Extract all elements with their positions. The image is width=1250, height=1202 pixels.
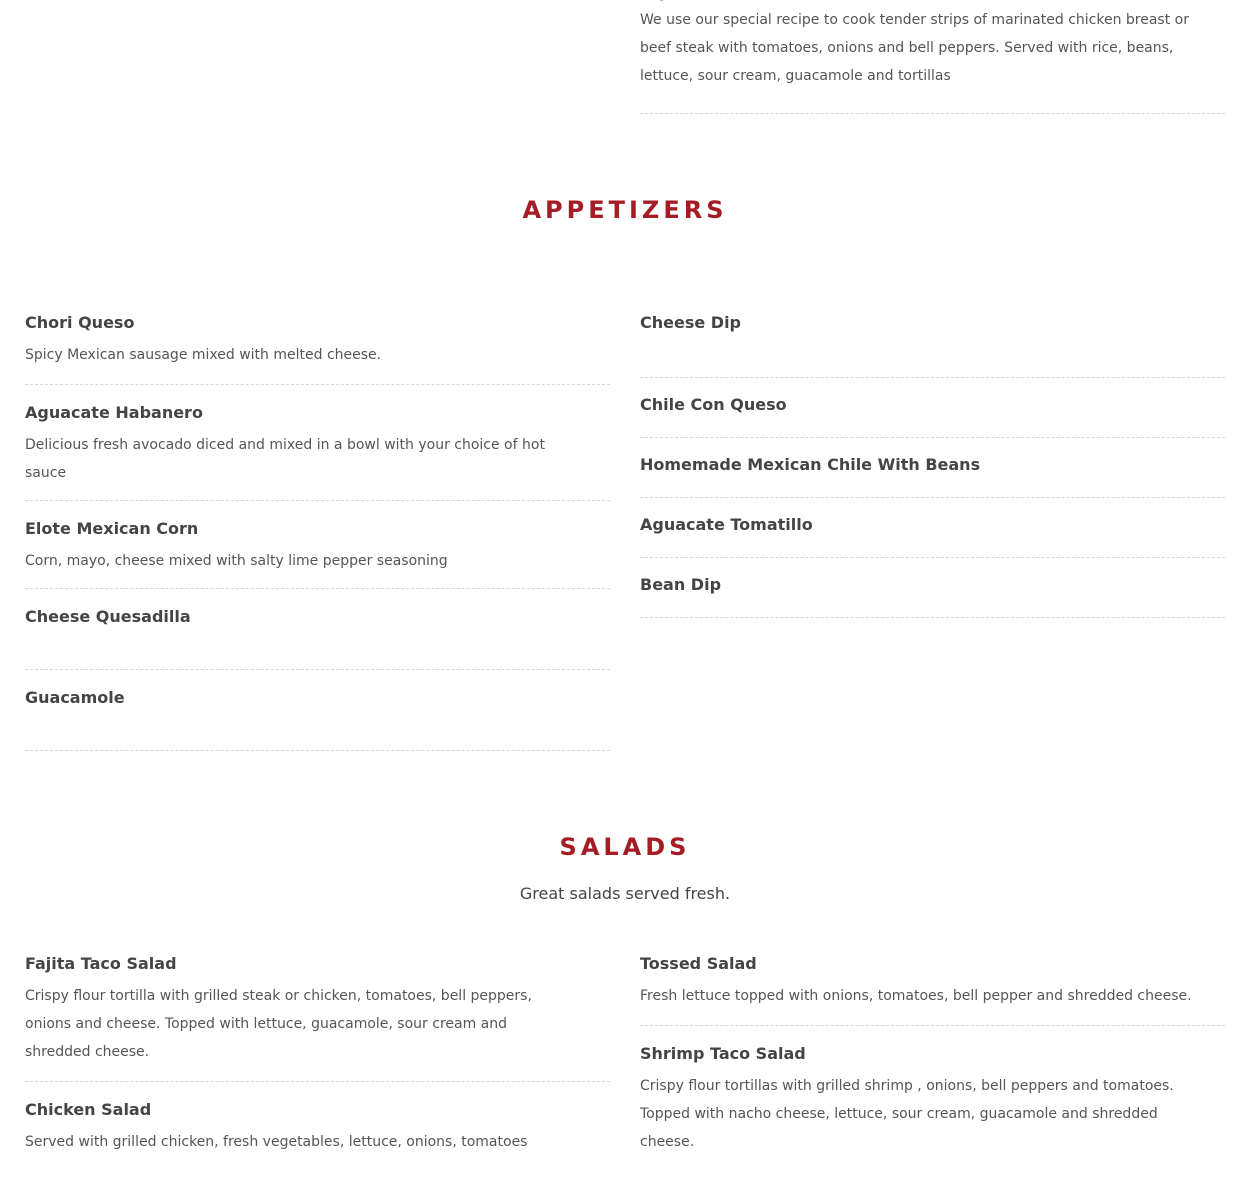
- menu-item: [640, 378, 1225, 438]
- menu-item-name: Aguacate Tomatillo: [640, 515, 813, 534]
- appetizers-left-column: [25, 313, 610, 751]
- menu-item-name: Chile Con Queso: [640, 395, 787, 414]
- menu-item-name: Chicken Salad: [25, 1100, 152, 1119]
- menu-item: [25, 313, 610, 385]
- menu-item-description: Crispy flour tortillas with grilled shrimp , onions, bell peppers and tomatoes. Topped with nacho cheese, lettuce, sour cream, guacamole and shredded cheese.: [640, 1078, 1174, 1150]
- menu-item-name: Elote Mexican Corn: [25, 519, 199, 538]
- menu-item-name: Chori Queso: [25, 313, 135, 332]
- menu-item-description: Served with grilled chicken, fresh vegetables, lettuce, onions, tomatoes: [25, 1134, 528, 1150]
- menu-item-name: Guacamole: [25, 688, 125, 707]
- menu-item-name: [640, 0, 1225, 2]
- appetizers-heading: APPETIZERS: [522, 196, 728, 224]
- menu-item-description: Spicy Mexican sausage mixed with melted cheese.: [25, 347, 382, 363]
- menu-item: [25, 1082, 610, 1202]
- salads-heading: SALADS: [559, 833, 691, 861]
- menu-item: [640, 954, 1225, 1026]
- menu-item: [640, 438, 1225, 498]
- menu-item: [640, 498, 1225, 558]
- menu-item-description: Fresh lettuce topped with onions, tomatoes, bell pepper and shredded cheese.: [640, 988, 1192, 1004]
- menu-item: [640, 1026, 1225, 1176]
- menu-item-name: Homemade Mexican Chile With Beans: [640, 455, 981, 474]
- menu-item: [640, 558, 1225, 618]
- menu-item: [25, 670, 610, 751]
- menu-item: [25, 589, 610, 670]
- menu-item: [25, 954, 610, 1082]
- menu-item-name: Aguacate Habanero: [25, 403, 203, 422]
- salads-left-column: [25, 954, 610, 1202]
- menu-item-name: Tossed Salad: [640, 954, 757, 973]
- salads-subtitle: Great salads served fresh.: [519, 884, 731, 903]
- menu-item-name: Cheese Quesadilla: [25, 607, 191, 626]
- menu-item-name: Cheese Dip: [640, 313, 741, 332]
- menu-item: [640, 313, 1225, 378]
- menu-item-description: We use our special recipe to cook tender strips of marinated chicken breast or beef steak with tomatoes, onions and bell peppers. Served with rice, beans, lettuce, sour cream, guacamole and tortillas: [640, 12, 1189, 84]
- appetizers-right-column: [640, 313, 1225, 618]
- menu-item-name: Bean Dip: [640, 575, 722, 594]
- menu-item-description: Corn, mayo, cheese mixed with salty lime pepper seasoning: [25, 553, 448, 569]
- salads-right-column: [640, 954, 1225, 1176]
- menu-item-description: Crispy flour tortilla with grilled steak or chicken, tomatoes, bell peppers, onions and cheese. Topped with lettuce, guacamole, sour cream and shredded cheese.: [25, 988, 532, 1060]
- menu-item-name: Shrimp Taco Salad: [640, 1044, 806, 1063]
- menu-item: [25, 385, 610, 501]
- fajitas-item: [640, 0, 1225, 114]
- menu-item-description: Delicious fresh avocado diced and mixed in a bowl with your choice of hot sauce: [25, 437, 545, 481]
- menu-item-name: Fajita Taco Salad: [25, 954, 177, 973]
- menu-item: [25, 501, 610, 589]
